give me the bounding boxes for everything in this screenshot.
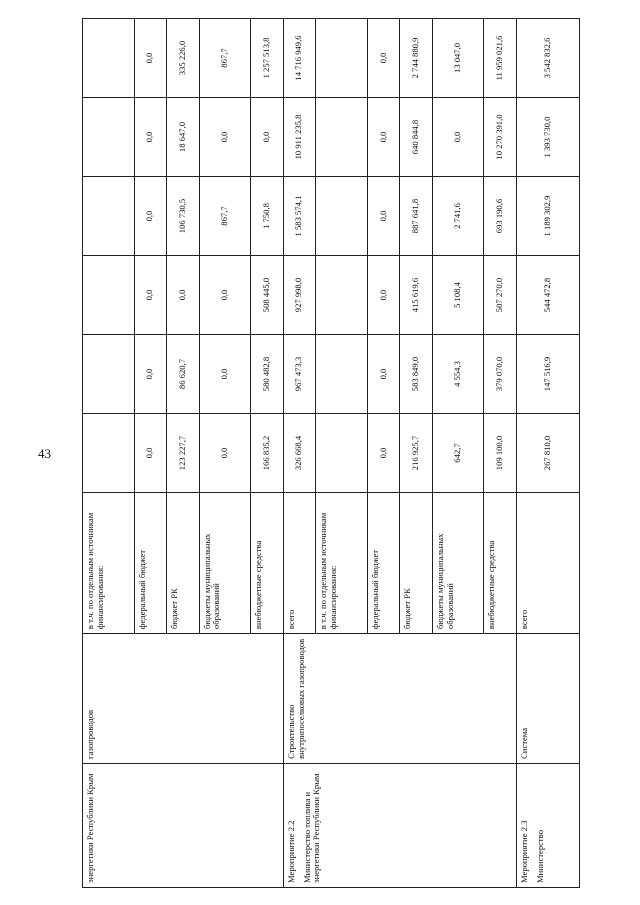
value-cell: 2 744 880,9	[400, 19, 433, 98]
value-cell: 642,7	[432, 414, 484, 493]
value-cell: 0,0	[367, 19, 400, 98]
value-cell: 0,0	[199, 256, 251, 335]
source-cell: бюджет РК	[167, 493, 200, 634]
value-cell: 147 516,9	[516, 335, 579, 414]
budget-table-rotated	[82, 18, 580, 888]
value-cell: 1 583 574,1	[283, 177, 316, 256]
value-cell: 507 270,0	[484, 256, 517, 335]
value-cell: 887 641,8	[400, 177, 433, 256]
value-cell: 5 108,4	[432, 256, 484, 335]
activity-cell: газопроводов	[83, 634, 284, 764]
value-cell: 0,0	[251, 98, 284, 177]
value-cell: 0,0	[199, 335, 251, 414]
value-cell: 0,0	[134, 256, 167, 335]
value-cell: 0,0	[134, 414, 167, 493]
value-cell: 0,0	[432, 98, 484, 177]
value-cell: 0,0	[367, 98, 400, 177]
activity-label: Мероприятие 2.2	[285, 820, 296, 883]
table-row	[283, 19, 316, 888]
value-cell: 123 227,7	[167, 414, 200, 493]
value-cell: 0,0	[134, 177, 167, 256]
value-cell: 10 911 235,8	[283, 98, 316, 177]
value-cell: 544 472,8	[516, 256, 579, 335]
value-cell: 1 393 730,0	[516, 98, 579, 177]
source-cell: бюджеты муниципальных образований	[199, 493, 251, 634]
value-cell: 640 844,8	[400, 98, 433, 177]
value-cell: 867,7	[199, 19, 251, 98]
value-cell	[316, 256, 368, 335]
value-cell: 0,0	[134, 335, 167, 414]
value-cell: 1 257 513,8	[251, 19, 284, 98]
value-cell	[83, 177, 135, 256]
value-cell: 166 835,2	[251, 414, 284, 493]
value-cell	[83, 98, 135, 177]
activity-cell: Система	[516, 634, 579, 764]
value-cell: 0,0	[134, 19, 167, 98]
value-cell: 693 190,6	[484, 177, 517, 256]
value-cell: 867,7	[199, 177, 251, 256]
value-cell: 0,0	[134, 98, 167, 177]
value-cell: 0,0	[199, 414, 251, 493]
value-cell: 10 270 391,0	[484, 98, 517, 177]
value-cell: 109 100,0	[484, 414, 517, 493]
source-cell: всего	[516, 493, 579, 634]
activity-label: Мероприятие 2.3	[518, 820, 529, 883]
value-cell: 583 849,0	[400, 335, 433, 414]
value-cell: 379 070,0	[484, 335, 517, 414]
value-cell: 18 647,0	[167, 98, 200, 177]
value-cell	[83, 335, 135, 414]
value-cell: 967 473,3	[283, 335, 316, 414]
value-cell: 580 482,8	[251, 335, 284, 414]
responsible-text: Министерство	[534, 830, 545, 883]
value-cell: 3 542 832,6	[516, 19, 579, 98]
value-cell: 86 620,7	[167, 335, 200, 414]
value-cell: 216 925,7	[400, 414, 433, 493]
source-cell: федеральный бюджет	[134, 493, 167, 634]
source-cell: внебюджетные средства	[251, 493, 284, 634]
value-cell: 508 445,0	[251, 256, 284, 335]
value-cell: 0,0	[199, 98, 251, 177]
value-cell: 106 730,5	[167, 177, 200, 256]
value-cell: 11 959 021,6	[484, 19, 517, 98]
responsible-cell	[283, 763, 516, 887]
value-cell	[316, 335, 368, 414]
responsible-cell: энергетики Республики Крым	[83, 763, 284, 887]
value-cell: 2 741,6	[432, 177, 484, 256]
value-cell: 1 189 302,9	[516, 177, 579, 256]
source-cell: бюджет РК	[400, 493, 433, 634]
value-cell: 0,0	[367, 335, 400, 414]
value-cell: 267 810,0	[516, 414, 579, 493]
value-cell	[316, 19, 368, 98]
value-cell	[83, 256, 135, 335]
responsible-text: Министерство топлива и энергетики Республики Крым	[301, 773, 322, 883]
value-cell	[316, 177, 368, 256]
activity-cell: Строительство внутрипоселковых газопроводов	[283, 634, 516, 764]
table-row	[83, 19, 135, 888]
value-cell: 0,0	[367, 414, 400, 493]
value-cell: 0,0	[167, 256, 200, 335]
value-cell: 4 554,3	[432, 335, 484, 414]
page-number: 43	[38, 446, 51, 461]
value-cell: 0,0	[367, 177, 400, 256]
value-cell: 0,0	[367, 256, 400, 335]
budget-table	[82, 18, 580, 888]
value-cell: 927 998,0	[283, 256, 316, 335]
value-cell: 1 750,8	[251, 177, 284, 256]
value-cell: 415 619,6	[400, 256, 433, 335]
value-cell: 335 226,0	[167, 19, 200, 98]
source-cell: федеральный бюджет	[367, 493, 400, 634]
source-cell: внебюджетные средства	[484, 493, 517, 634]
value-cell: 13 047,0	[432, 19, 484, 98]
table-row	[516, 19, 579, 888]
value-cell	[316, 414, 368, 493]
source-cell: в т.ч. по отдельным источникам финансирования:	[316, 493, 368, 634]
responsible-cell	[516, 763, 579, 887]
value-cell: 14 716 949,6	[283, 19, 316, 98]
value-cell: 326 668,4	[283, 414, 316, 493]
source-cell: бюджеты муниципальных образований	[432, 493, 484, 634]
value-cell	[83, 414, 135, 493]
source-cell: в т.ч. по отдельным источникам финансирования:	[83, 493, 135, 634]
source-cell: всего	[283, 493, 316, 634]
value-cell	[316, 98, 368, 177]
value-cell	[83, 19, 135, 98]
